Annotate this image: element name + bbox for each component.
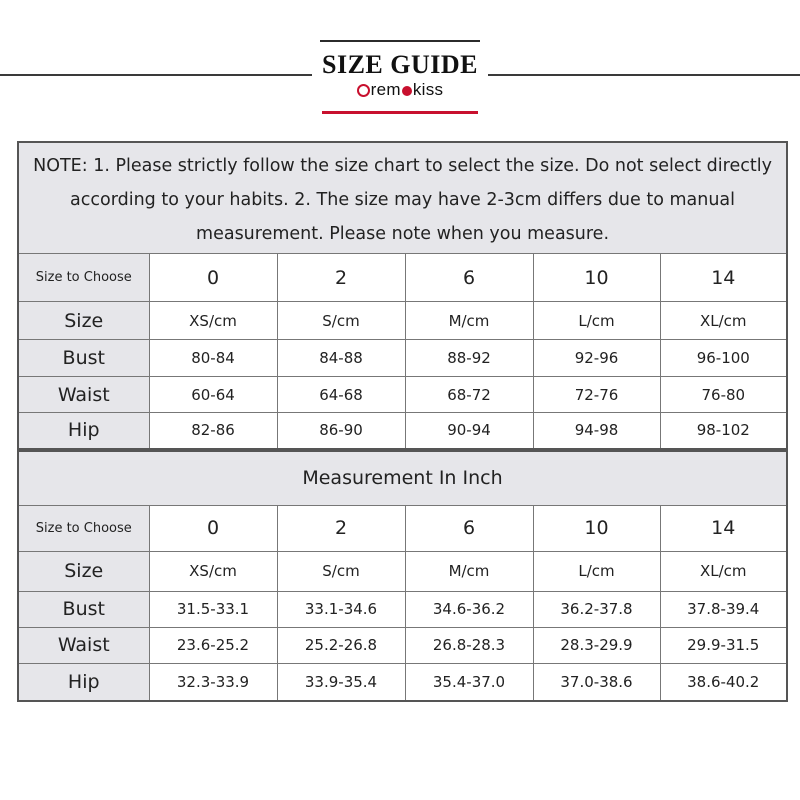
header-red-underline <box>322 111 478 114</box>
brand-logo <box>320 80 480 100</box>
table-cell: S/cm <box>277 551 405 591</box>
table-cell: 68-72 <box>405 377 533 413</box>
size-note: NOTE: 1. Please strictly follow the size chart to select the size. Do not select directly according to your habits. 2. The size may have 2-3cm differs due to manual measurement. Please note when you measure. <box>18 142 787 254</box>
table-cell: 94-98 <box>533 413 660 449</box>
table-cell: 33.9-35.4 <box>277 663 405 701</box>
table-row <box>18 551 787 591</box>
table-cell: 36.2-37.8 <box>533 591 660 627</box>
row-label: Waist <box>18 627 149 663</box>
row-label: Bust <box>18 591 149 627</box>
brand-text-end: kiss <box>412 80 444 99</box>
size-number-cell: 10 <box>533 254 660 302</box>
table-cell: L/cm <box>533 302 660 340</box>
header-rule-left <box>0 74 312 76</box>
table-cell: 34.6-36.2 <box>405 591 533 627</box>
row-label: Size <box>18 302 149 340</box>
size-number-cell: 10 <box>533 505 660 551</box>
size-number-cell: 0 <box>149 505 277 551</box>
table-cell: 28.3-29.9 <box>533 627 660 663</box>
table-cell: 84-88 <box>277 340 405 377</box>
table-cell: 23.6-25.2 <box>149 627 277 663</box>
inch-table-heading: Measurement In Inch <box>18 451 787 505</box>
table-row <box>18 340 787 377</box>
table-cell: 88-92 <box>405 340 533 377</box>
size-to-choose-header: Size to Choose <box>18 254 149 302</box>
brand-o-dot-icon <box>402 86 412 96</box>
header-rule-right <box>488 74 800 76</box>
table-cell: 29.9-31.5 <box>660 627 787 663</box>
table-row <box>18 505 787 551</box>
table-cell: 37.8-39.4 <box>660 591 787 627</box>
row-label: Hip <box>18 663 149 701</box>
size-table-cm <box>17 141 788 450</box>
table-cell: 32.3-33.9 <box>149 663 277 701</box>
table-row <box>18 591 787 627</box>
row-label: Size <box>18 551 149 591</box>
table-cell: 72-76 <box>533 377 660 413</box>
table-cell: 25.2-26.8 <box>277 627 405 663</box>
table-row <box>18 413 787 449</box>
table-cell: 64-68 <box>277 377 405 413</box>
table-cell: 26.8-28.3 <box>405 627 533 663</box>
table-cell: L/cm <box>533 551 660 591</box>
table-cell: 33.1-34.6 <box>277 591 405 627</box>
table-cell: 96-100 <box>660 340 787 377</box>
table-cell: 98-102 <box>660 413 787 449</box>
size-number-cell: 14 <box>660 254 787 302</box>
table-cell: S/cm <box>277 302 405 340</box>
table-cell: 38.6-40.2 <box>660 663 787 701</box>
table-cell: XL/cm <box>660 302 787 340</box>
brand-text-start: rem <box>370 80 401 99</box>
page-title: SIZE GUIDE <box>322 50 478 79</box>
size-number-cell: 2 <box>277 254 405 302</box>
table-cell: XS/cm <box>149 551 277 591</box>
row-label: Hip <box>18 413 149 449</box>
table-cell: 60-64 <box>149 377 277 413</box>
size-number-cell: 0 <box>149 254 277 302</box>
table-row <box>18 663 787 701</box>
row-label: Waist <box>18 377 149 413</box>
table-cell: 31.5-33.1 <box>149 591 277 627</box>
table-cell: 76-80 <box>660 377 787 413</box>
size-number-cell: 2 <box>277 505 405 551</box>
table-cell: 82-86 <box>149 413 277 449</box>
header-logo-block <box>320 40 480 100</box>
size-table-inch <box>17 450 788 702</box>
table-cell: 90-94 <box>405 413 533 449</box>
size-number-cell: 6 <box>405 254 533 302</box>
table-cell: XS/cm <box>149 302 277 340</box>
table-cell: 35.4-37.0 <box>405 663 533 701</box>
table-cell: 80-84 <box>149 340 277 377</box>
size-number-cell: 6 <box>405 505 533 551</box>
table-cell: 92-96 <box>533 340 660 377</box>
size-to-choose-header: Size to Choose <box>18 505 149 551</box>
table-cell: M/cm <box>405 551 533 591</box>
table-row <box>18 254 787 302</box>
table-cell: XL/cm <box>660 551 787 591</box>
table-cell: M/cm <box>405 302 533 340</box>
row-label: Bust <box>18 340 149 377</box>
table-row <box>18 377 787 413</box>
table-row <box>18 627 787 663</box>
table-cell: 86-90 <box>277 413 405 449</box>
table-row <box>18 302 787 340</box>
size-number-cell: 14 <box>660 505 787 551</box>
table-cell: 37.0-38.6 <box>533 663 660 701</box>
brand-c-ring-icon <box>357 84 370 97</box>
